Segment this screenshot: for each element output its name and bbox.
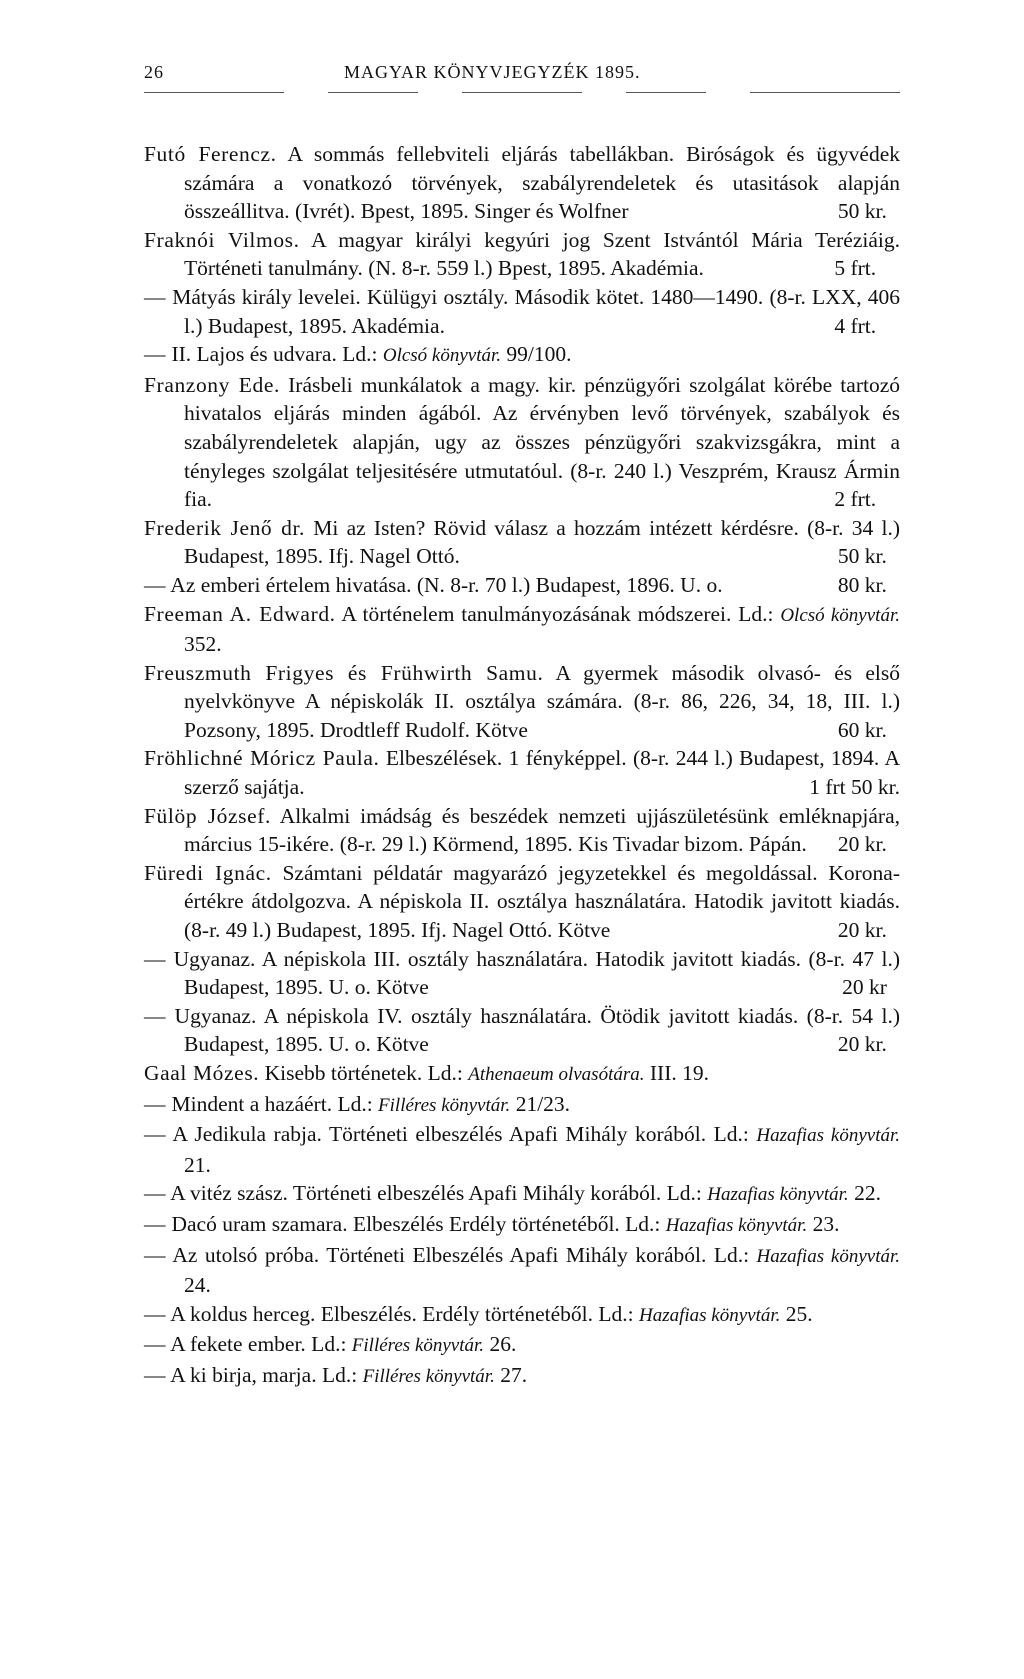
entry-text-suffix: III. 19. (644, 1061, 709, 1085)
entry-price: 50 kr. (837, 199, 887, 224)
catalog-entry (144, 1059, 900, 1090)
entry-text: Ugyanaz. A népiskola IV. osztály használatára. Ötödik javitott kiadás. (8-r. 54 l.) Budapest, 1895. U. o. Kötve (166, 1003, 900, 1057)
entry-text: Elbeszélések. 1 fényképpel. (8-r. 244 l.) Budapest, 1894. A szerző sajátja. (184, 746, 900, 800)
entry-text: Mindent a hazáért. Ld.: (166, 1091, 379, 1116)
entry-series: Athenaeum olvasótára. (468, 1064, 645, 1085)
entry-author: — (144, 1301, 167, 1326)
entry-text: Az emberi értelem hivatása. (N. 8-r. 70 l.) Budapest, 1896. U. o. (166, 572, 723, 597)
entry-author: Fröhlichné Móricz Paula. (144, 746, 380, 771)
entry-text-suffix: 26. (484, 1332, 517, 1357)
entry-price: 80 kr. (837, 572, 887, 597)
catalog-entry (144, 600, 900, 659)
entry-price: 20 kr. (837, 1032, 887, 1057)
entry-author: — (144, 1211, 167, 1236)
catalog-entry (144, 371, 900, 514)
catalog-entry (144, 283, 900, 340)
entry-author: — (144, 1362, 167, 1387)
catalog-entry (144, 1241, 900, 1300)
entry-text-suffix: 21/23. (510, 1091, 571, 1116)
catalog-entry (144, 571, 900, 600)
entry-series: Filléres könyvtár. (351, 1335, 485, 1357)
entry-text: Mátyás király levelei. Külügyi osztály. Második kötet. 1480—1490. (8-r. LXX, 406 l.) Budapest, 1895. Akadémia. (166, 284, 900, 338)
entry-text: Az utolsó próba. Történeti Elbeszélés Apafi Mihály korából. Ld.: (166, 1242, 757, 1267)
entry-author: — (144, 1181, 167, 1206)
entry-text: A történelem tanulmányozásának módszerei. Ld.: (335, 601, 781, 626)
entry-text: A magyar királyi kegyúri jog Szent Istvántól Mária Teréziáig. Történeti tanulmány. (N. 8-r. 559 l.) Bpest, 1895. Akadémia. (184, 227, 900, 281)
running-head (144, 62, 900, 92)
entry-author: — (144, 1332, 167, 1357)
catalog-entry (144, 859, 900, 945)
entry-text: A Jedikula rabja. Történeti elbeszélés Apafi Mihály korából. Ld.: (166, 1122, 757, 1147)
entry-series: Filléres könyvtár. (378, 1094, 511, 1116)
catalog-entry (144, 140, 900, 226)
header-rule (144, 92, 900, 102)
entry-text: A vitéz szász. Történeti elbeszélés Apafi Mihály korából. Ld.: (166, 1181, 708, 1206)
entry-price: 60 kr. (837, 717, 887, 742)
entry-text: Dacó uram szamara. Elbeszélés Erdély történetéből. Ld.: (166, 1211, 666, 1236)
entry-price: 20 kr. (837, 832, 887, 857)
entry-text-suffix: 99/100. (501, 342, 572, 367)
entry-author: — (144, 1242, 167, 1267)
entry-series: Hazafias könyvtár. (756, 1245, 901, 1267)
entry-author: — (144, 342, 167, 367)
entry-text: Számtani példatár magyarázó jegyzetekkel és megoldással. Korona-értékre átdolgozva. A népiskola II. osztálya használatára. Hatodik javitott kiadás. (8-r. 49 l.) Budapest, 1895. Ifj. Nagel Ottó. Kötve (184, 860, 900, 943)
entry-series: Filléres könyvtár. (362, 1365, 495, 1387)
catalog-entry (144, 802, 900, 859)
catalog-entry (144, 1361, 900, 1392)
entry-text-suffix: 23. (807, 1211, 840, 1236)
entry-text: Mi az Isten? Rövid válasz a hozzám intézett kérdésre. (8-r. 34 l.) Budapest, 1895. Ifj. Nagel Ottó. (184, 515, 900, 569)
entry-author: Fülöp József. (144, 803, 272, 828)
entry-author: Freeman A. Edward. (144, 601, 336, 626)
entry-author: — (144, 572, 167, 597)
catalog-entry (144, 1179, 900, 1210)
entry-text: II. Lajos és udvara. Ld.: (166, 342, 383, 367)
entry-text: Ugyanaz. A népiskola III. osztály használatára. Hatodik javitott kiadás. (8-r. 47 l.) Budapest, 1895. U. o. Kötve (166, 946, 900, 1000)
page-title: MAGYAR KÖNYVJEGYZÉK 1895. (344, 62, 641, 82)
catalog-entry (144, 1210, 900, 1241)
entry-author: Franzony Ede. (144, 372, 280, 397)
entry-text-suffix: 352. (184, 632, 222, 657)
entry-text: A gyermek második olvasó- és első nyelvkönyve A népiskolák II. osztálya számára. (8-r. 86, 226, 34, 18, III. l.) Pozsony, 1895. Drodtleff Rudolf. Kötve (184, 660, 900, 742)
entry-price: 50 kr. (837, 544, 887, 569)
entry-text: Irásbeli munkálatok a magy. kir. pénzügyőri szolgálat körébe tartozó hivatalos eljárás minden ágából. Az érvényben levő törvények, szabályok és szabályrendeletek alapján, ugy az összes pénzügyőri szakvizsgákra, mint a tényleges szolgálat teljesitésére utmutatóul. (8-r. 240 l.) Veszprém, Krausz Ármin fia. (184, 372, 901, 512)
entry-author: Frederik Jenő dr. (144, 515, 306, 540)
entry-price: 20 kr. (837, 918, 887, 943)
entry-text: A fekete ember. Ld.: (166, 1332, 352, 1357)
entry-text-suffix: 27. (494, 1362, 528, 1387)
catalog-entry (144, 1002, 900, 1059)
catalog-entry (144, 659, 900, 745)
catalog-entry (144, 1120, 900, 1179)
entry-author: — (144, 946, 167, 971)
catalog-entry (144, 945, 900, 1002)
entry-text-suffix: 25. (780, 1301, 813, 1326)
entry-text: Kisebb történetek. Ld.: (259, 1061, 469, 1085)
catalog-entry (144, 1330, 900, 1361)
entry-list (144, 140, 900, 1392)
entry-text: A koldus herceg. Elbeszélés. Erdély történetéből. Ld.: (166, 1301, 639, 1326)
entry-price: 1 frt 50 kr. (809, 775, 900, 800)
entry-series: Olcsó könyvtár. (780, 604, 900, 626)
entry-author: — (144, 1091, 167, 1116)
entry-text-suffix: 21. (184, 1152, 211, 1177)
entry-text: A sommás fellebviteli eljárás tabellákban. Biróságok és ügyvédek számára a vonatkozó törvények, szabályrendeletek és utasitások alapján összeállitva. (Ivrét). Bpest, 1895. Singer és Wolfner (184, 142, 900, 224)
entry-price: 2 frt. (834, 487, 877, 512)
catalog-entry (144, 1090, 900, 1121)
entry-series: Hazafias könyvtár. (638, 1304, 781, 1326)
entry-author: Gaal Mózes. (144, 1061, 260, 1085)
page-number: 26 (144, 62, 164, 82)
entry-author: Freuszmuth Frigyes és Frühwirth Samu. (144, 660, 544, 685)
entry-text: Alkalmi imádság és beszédek nemzeti ujjászületésünk emléknapjára, március 15-ikére. (8-r. 29 l.) Körmend, 1895. Kis Tivadar bizom. Pápán. (184, 803, 900, 857)
entry-series: Hazafias könyvtár. (756, 1125, 901, 1147)
entry-author: Füredi Ignác. (144, 860, 272, 885)
catalog-entry (144, 744, 900, 801)
entry-text-suffix: 24. (184, 1273, 211, 1298)
catalog-entry (144, 340, 900, 371)
entry-author: Futó Ferencz. (144, 142, 277, 166)
entry-author: — (144, 1003, 167, 1028)
entry-price: 4 frt. (834, 313, 877, 338)
entry-series: Hazafias könyvtár. (707, 1184, 849, 1206)
entry-author: Fraknói Vilmos. (144, 227, 300, 252)
entry-price: 20 kr (842, 975, 887, 1000)
entry-author: — (144, 1122, 167, 1147)
entry-price: 5 frt. (834, 256, 877, 281)
entry-author: — (144, 284, 167, 309)
catalog-entry (144, 1300, 900, 1331)
catalog-entry (144, 514, 900, 571)
catalog-entry (144, 226, 900, 283)
entry-text-suffix: 22. (848, 1181, 881, 1206)
entry-series: Olcsó könyvtár. (382, 345, 502, 367)
entry-series: Hazafias könyvtár. (665, 1214, 808, 1236)
entry-text: A ki birja, marja. Ld.: (166, 1362, 363, 1387)
